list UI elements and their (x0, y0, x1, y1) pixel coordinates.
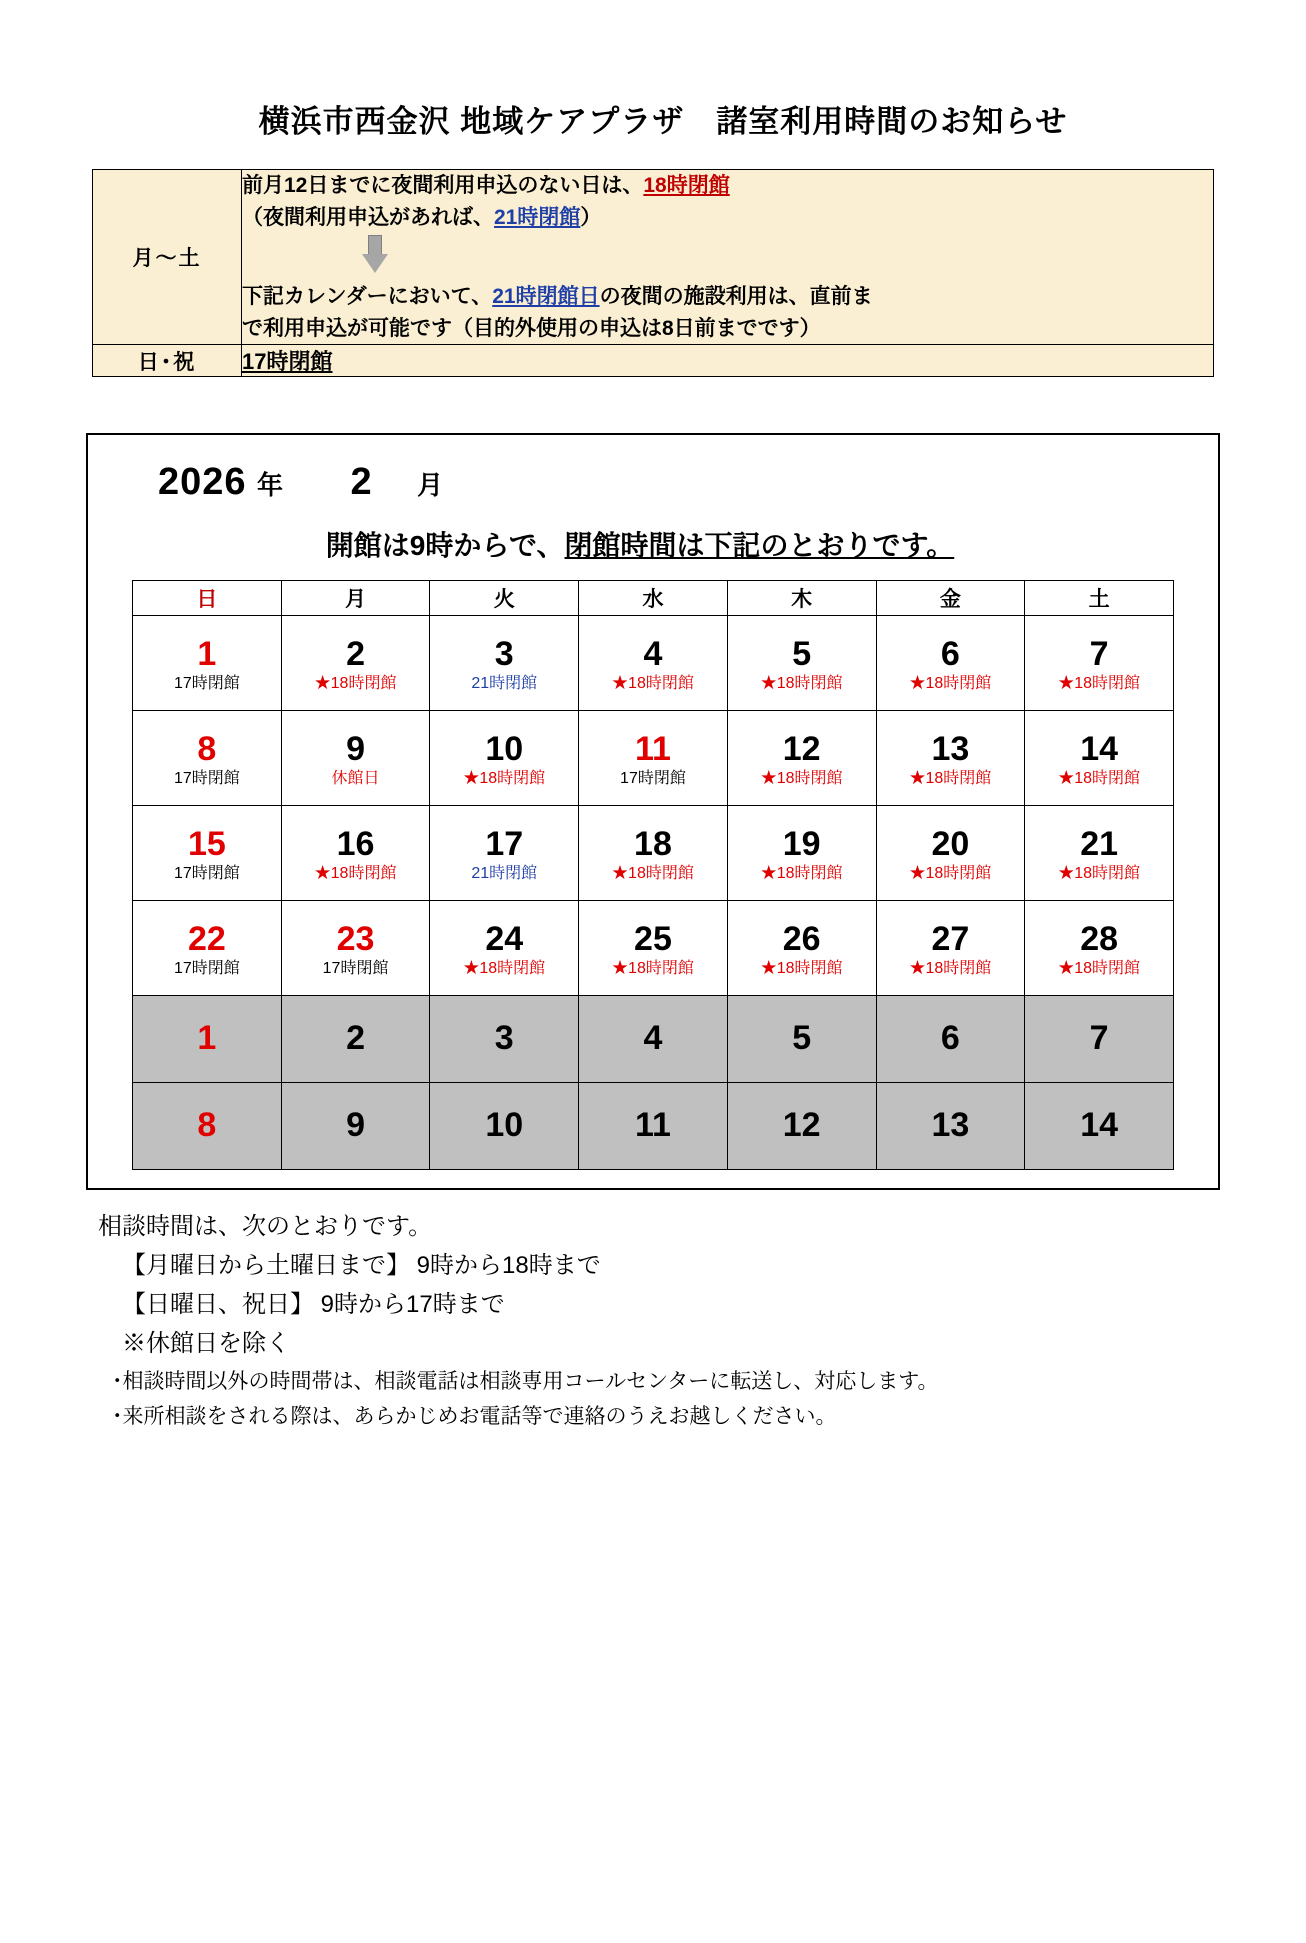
calendar-day-note: 17時閉館 (173, 960, 240, 978)
calendar-day-note: ★18時閉館 (1058, 675, 1141, 693)
calendar-day-cell (430, 806, 579, 901)
notice-line-4: で利用申込が可能です（目的外使用の申込は8日前までです） (242, 316, 821, 340)
footer-line-3: 【日曜日、祝日】 9時から17時まで (122, 1290, 505, 1318)
calendar-day-cell (579, 1083, 728, 1170)
notice-line2-text-a: （夜間利用申込があれば、 (242, 205, 494, 229)
calendar-day-cell (1025, 806, 1174, 901)
calendar-day-note: ★18時閉館 (314, 675, 397, 693)
weekday-header-wed: 水 (579, 581, 728, 616)
calendar-day-cell (133, 901, 282, 996)
calendar-day-number: 11 (634, 730, 671, 769)
footer-line-2: 【月曜日から土曜日まで】 9時から18時まで (122, 1251, 601, 1279)
calendar-day-cell (727, 901, 876, 996)
calendar-day-note: ★18時閉館 (760, 865, 843, 883)
calendar-day-number: 28 (1080, 920, 1119, 959)
calendar-week-row (133, 901, 1174, 996)
calendar-day-cell (281, 1083, 430, 1170)
notice-line-3 (242, 281, 1213, 313)
calendar-table (132, 580, 1174, 1170)
calendar-day-cell (1025, 1083, 1174, 1170)
calendar-day-cell (876, 616, 1025, 711)
calendar-day-number: 9 (346, 730, 366, 769)
calendar-day-note: 17時閉館 (173, 675, 240, 693)
footer-notes (0, 1208, 1306, 1435)
calendar-day-number: 2 (346, 1019, 366, 1058)
calendar-header-row (133, 581, 1174, 616)
calendar-day-cell (133, 1083, 282, 1170)
footer-line-5: ･相談時間以外の時間帯は、相談電話は相談専用コールセンターに転送し、対応します。 (112, 1369, 939, 1393)
calendar-day-note: 17時閉館 (173, 770, 240, 788)
calendar-day-number: 17 (485, 825, 524, 864)
calendar-day-note: 21時閉館 (471, 675, 538, 693)
calendar-day-cell (1025, 901, 1174, 996)
calendar-day-note: 21時閉館 (471, 865, 538, 883)
calendar-day-cell (727, 711, 876, 806)
calendar-week-row (133, 996, 1174, 1083)
weekday-header-fri: 金 (876, 581, 1025, 616)
calendar-day-number: 11 (634, 1106, 671, 1145)
calendar-day-number: 8 (197, 730, 217, 769)
calendar-day-cell (281, 996, 430, 1083)
notice-holiday-value: 17時閉館 (242, 349, 333, 374)
calendar-day-note: ★18時閉館 (1058, 960, 1141, 978)
calendar-day-number: 8 (197, 1106, 217, 1145)
notice-line1-text: 前月12日までに夜間利用申込のない日は、 (242, 174, 644, 197)
calendar-day-cell (281, 711, 430, 806)
weekday-header-tue: 火 (430, 581, 579, 616)
calendar-day-note: ★18時閉館 (463, 960, 546, 978)
calendar-day-number: 15 (187, 825, 226, 864)
calendar-day-cell (1025, 996, 1174, 1083)
calendar-day-cell (727, 616, 876, 711)
calendar-day-number: 12 (782, 730, 821, 769)
notice-table (92, 169, 1214, 377)
calendar-subtitle-b: 閉館時間は下記のとおりです。 (564, 530, 955, 561)
calendar-day-cell (430, 996, 579, 1083)
calendar-day-cell (430, 901, 579, 996)
calendar-day-number: 22 (187, 920, 226, 959)
notice-21h-close: 21時閉館 (494, 205, 581, 229)
notice-row-weekday (93, 170, 1214, 345)
calendar-day-number: 26 (782, 920, 821, 959)
calendar-week-row (133, 1083, 1174, 1170)
calendar-year-month (110, 449, 1196, 510)
calendar-day-cell (133, 616, 282, 711)
notice-line-2 (242, 202, 1213, 234)
calendar-day-number: 1 (197, 1019, 217, 1058)
calendar-day-number: 14 (1080, 730, 1119, 769)
weekday-header-thu: 木 (727, 581, 876, 616)
page-title: 横浜市西金沢 地域ケアプラザ 諸室利用時間のお知らせ (258, 104, 1068, 139)
calendar-day-number: 9 (346, 1106, 366, 1145)
calendar-day-note: ★18時閉館 (1058, 865, 1141, 883)
calendar-body (133, 616, 1174, 1170)
calendar-day-number: 16 (336, 825, 375, 864)
calendar-day-cell (876, 1083, 1025, 1170)
calendar-day-cell (876, 996, 1025, 1083)
calendar-day-cell (727, 996, 876, 1083)
calendar-day-number: 13 (931, 1106, 970, 1145)
calendar-day-note: ★18時閉館 (1058, 770, 1141, 788)
calendar-day-number: 3 (494, 635, 514, 674)
calendar-day-note: ★18時閉館 (612, 675, 694, 693)
calendar-week-row (133, 711, 1174, 806)
notice-holiday-label: 日･祝 (93, 345, 242, 377)
calendar-day-cell (727, 806, 876, 901)
calendar-week-row (133, 616, 1174, 711)
weekday-header-mon: 月 (281, 581, 430, 616)
footer-line-6: ･来所相談をされる際は、あらかじめお電話等で連絡のうえお越しください。 (112, 1405, 837, 1429)
notice-weekday-body (242, 170, 1214, 345)
calendar-day-number: 13 (931, 730, 970, 769)
calendar-month-unit: 月 (417, 470, 445, 500)
calendar-day-cell (876, 711, 1025, 806)
footer-line-1: 相談時間は、次のとおりです。 (98, 1213, 433, 1240)
calendar-day-cell (876, 901, 1025, 996)
calendar-day-cell (1025, 616, 1174, 711)
calendar-year: 2026 (158, 461, 247, 503)
calendar-day-number: 20 (931, 825, 970, 864)
calendar-day-note: ★18時閉館 (760, 770, 843, 788)
calendar-day-number: 21 (1080, 825, 1119, 864)
down-arrow-icon (362, 235, 388, 273)
calendar-day-cell (579, 806, 728, 901)
footer-line-4: ※休館日を除く (122, 1329, 290, 1357)
calendar-day-number: 4 (643, 635, 663, 674)
calendar-day-note: ★18時閉館 (909, 865, 992, 883)
notice-21h-close-day: 21時閉館日 (492, 285, 600, 308)
calendar-day-number: 6 (940, 1019, 960, 1058)
notice-row-holiday (93, 345, 1214, 377)
calendar-day-number: 10 (485, 730, 524, 769)
calendar-day-number: 24 (485, 920, 524, 959)
notice-line3-text-a: 下記カレンダーにおいて、 (242, 285, 493, 308)
calendar-day-number: 18 (634, 825, 672, 864)
calendar-day-cell (430, 711, 579, 806)
calendar-day-cell (133, 996, 282, 1083)
notice-line2-text-c: ） (580, 205, 602, 229)
calendar-day-note: ★18時閉館 (760, 675, 843, 693)
calendar-day-cell (579, 711, 728, 806)
calendar-day-cell (579, 996, 728, 1083)
calendar-subtitle (110, 524, 1196, 564)
calendar-month: 2 (350, 461, 373, 503)
calendar-day-note: ★18時閉館 (612, 960, 694, 978)
notice-18h-close: 18時閉館 (643, 174, 730, 197)
calendar-day-number: 27 (931, 920, 970, 959)
calendar-day-number: 3 (494, 1019, 514, 1058)
calendar-day-number: 25 (634, 920, 672, 959)
calendar-day-cell (281, 901, 430, 996)
calendar-day-number: 5 (792, 635, 812, 674)
notice-line-1 (242, 170, 1213, 202)
calendar-day-number: 5 (792, 1019, 812, 1058)
calendar-day-cell (727, 1083, 876, 1170)
calendar-week-row (133, 806, 1174, 901)
calendar-day-number: 1 (197, 635, 217, 674)
calendar-day-cell (281, 806, 430, 901)
calendar-day-number: 23 (336, 920, 375, 959)
calendar-day-cell (1025, 711, 1174, 806)
calendar-day-cell (430, 616, 579, 711)
document-page (0, 96, 1306, 1943)
notice-line3-text-c: の夜間の施設利用は、直前ま (599, 285, 873, 308)
calendar-day-note: ★18時閉館 (463, 770, 546, 788)
calendar-day-note: 17時閉館 (322, 960, 389, 978)
weekday-header-sun: 日 (133, 581, 282, 616)
notice-holiday-value-cell (242, 345, 1214, 377)
calendar-day-number: 14 (1080, 1106, 1119, 1145)
calendar-day-number: 12 (782, 1106, 821, 1145)
calendar-day-note: 17時閉館 (620, 770, 686, 788)
calendar-day-cell (430, 1083, 579, 1170)
calendar-day-cell (579, 901, 728, 996)
weekday-header-sat: 土 (1025, 581, 1174, 616)
calendar-day-note: ★18時閉館 (760, 960, 843, 978)
calendar-day-cell (579, 616, 728, 711)
notice-weekday-label: 月～土 (93, 170, 242, 345)
calendar-day-cell (133, 711, 282, 806)
calendar-day-note: ★18時閉館 (909, 770, 992, 788)
calendar-subtitle-a: 開館は9時からで、 (325, 530, 565, 561)
calendar-day-number: 19 (782, 825, 821, 864)
calendar-day-note: 休館日 (331, 770, 380, 788)
arrow-container (242, 235, 1213, 275)
calendar-day-number: 7 (1089, 635, 1109, 674)
calendar-day-note: ★18時閉館 (314, 865, 397, 883)
calendar-day-number: 7 (1089, 1019, 1109, 1058)
calendar-day-number: 6 (940, 635, 960, 674)
calendar-day-note: ★18時閉館 (909, 960, 992, 978)
calendar-box (86, 433, 1220, 1190)
calendar-day-number: 4 (643, 1019, 663, 1058)
calendar-day-number: 2 (346, 635, 366, 674)
calendar-year-unit: 年 (257, 470, 285, 500)
calendar-day-note: ★18時閉館 (612, 865, 694, 883)
calendar-day-note: 17時閉館 (173, 865, 240, 883)
calendar-day-cell (281, 616, 430, 711)
calendar-day-number: 10 (485, 1106, 524, 1145)
calendar-day-cell (876, 806, 1025, 901)
calendar-day-cell (133, 806, 282, 901)
calendar-day-note: ★18時閉館 (909, 675, 992, 693)
